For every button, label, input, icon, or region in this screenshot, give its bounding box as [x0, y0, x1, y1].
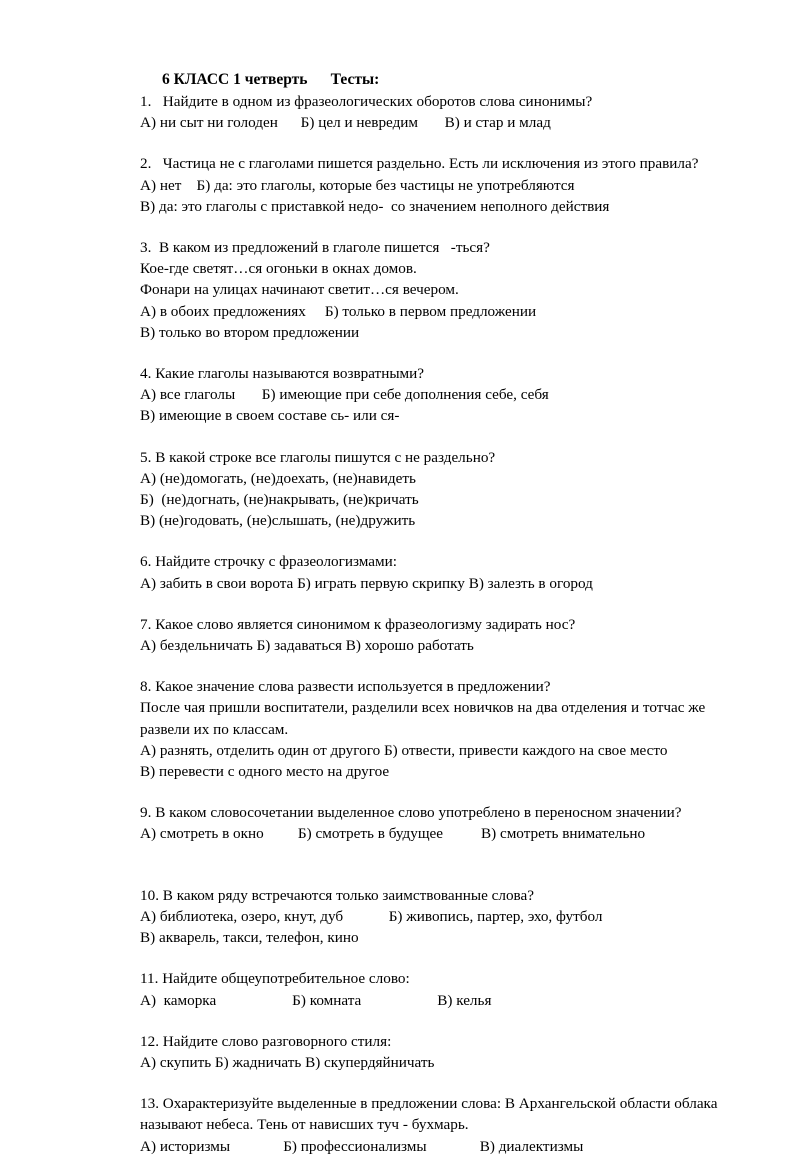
- question-block: [140, 1031, 750, 1073]
- question-block: [140, 968, 750, 1010]
- page-title: 6 КЛАСС 1 четверть Тесты:: [162, 71, 380, 88]
- question-stem: 2. Частица не с глаголами пишется раздельно. Есть ли исключения из этого правила?: [140, 155, 699, 173]
- question-block: [140, 153, 750, 217]
- question-line: А) историзмы Б) профессионализмы В) диалектизмы: [140, 1137, 584, 1155]
- question-line: А) библиотека, озеро, кнут, дуб Б) живопись, партер, эхо, футбол: [140, 907, 603, 925]
- question-block: [140, 885, 750, 949]
- question-block: [140, 91, 750, 133]
- question-line: Б) (не)догнать, (не)накрывать, (не)кричать: [140, 491, 419, 509]
- document-body: [140, 70, 750, 1157]
- question-stem: 10. В каком ряду встречаются только заимствованные слова?: [140, 886, 535, 904]
- paragraph-spacer: [140, 594, 750, 614]
- question-stem: 5. В какой строке все глаголы пишутся с не раздельно?: [140, 448, 496, 466]
- paragraph-spacer: [140, 1011, 750, 1031]
- question-list: [140, 91, 750, 1157]
- question-line: После чая пришли воспитатели, разделили всех новичков на два отделения и тотчас же развели их по классам.: [140, 699, 706, 738]
- question-stem: 4. Какие глаголы называются возвратными?: [140, 365, 424, 383]
- paragraph-spacer: [140, 948, 750, 968]
- question-line: А) (не)домогать, (не)доехать, (не)навидеть: [140, 469, 416, 487]
- question-stem: 11. Найдите общеупотребительное слово:: [140, 970, 410, 988]
- paragraph-spacer: [140, 782, 750, 802]
- question-line: А) ни сыт ни голоден Б) цел и невредим В) и стар и млад: [140, 114, 551, 132]
- question-line: В) акварель, такси, телефон, кино: [140, 929, 359, 947]
- question-line: А) каморка Б) комната В) келья: [140, 991, 492, 1009]
- question-stem: 7. Какое слово является синонимом к фразеологизму задирать нос?: [140, 615, 576, 633]
- question-block: [140, 447, 750, 532]
- question-line: А) бездельничать Б) задаваться В) хорошо работать: [140, 637, 474, 655]
- question-stem: 12. Найдите слово разговорного стиля:: [140, 1032, 392, 1050]
- question-line: А) забить в свои ворота Б) играть первую скрипку В) залезть в огород: [140, 574, 593, 592]
- question-block: [140, 802, 750, 844]
- question-line: А) все глаголы Б) имеющие при себе дополнения себе, себя: [140, 386, 549, 404]
- question-line: В) да: это глаголы с приставкой недо- со значением неполного действия: [140, 197, 610, 215]
- paragraph-spacer: [140, 845, 750, 885]
- question-block: [140, 363, 750, 427]
- paragraph-spacer: [140, 427, 750, 447]
- question-line: Фонари на улицах начинают светит…ся вечером.: [140, 281, 459, 299]
- question-block: [140, 1093, 750, 1157]
- question-block: [140, 551, 750, 593]
- paragraph-spacer: [140, 343, 750, 363]
- question-line: Кое-где светят…ся огоньки в окнах домов.: [140, 260, 417, 278]
- question-stem: 9. В каком словосочетании выделенное слово употреблено в переносном значении?: [140, 804, 682, 822]
- question-line: А) разнять, отделить один от другого Б) отвести, привести каждого на свое место: [140, 741, 668, 759]
- paragraph-spacer: [140, 1073, 750, 1093]
- question-line: В) имеющие в своем составе сь- или ся-: [140, 407, 400, 425]
- question-stem: 3. В каком из предложений в глаголе пишется -ться?: [140, 239, 490, 257]
- question-line: А) скупить Б) жадничать В) скупердяйничать: [140, 1053, 435, 1071]
- question-line: В) перевести с одного место на другое: [140, 763, 390, 781]
- question-stem: 6. Найдите строчку с фразеологизмами:: [140, 553, 397, 571]
- paragraph-spacer: [140, 656, 750, 676]
- question-line: А) смотреть в окно Б) смотреть в будущее В) смотреть внимательно: [140, 825, 646, 843]
- question-block: [140, 614, 750, 656]
- question-line: А) нет Б) да: это глаголы, которые без частицы не употребляются: [140, 176, 575, 194]
- question-line: В) только во втором предложении: [140, 323, 360, 341]
- question-stem: 8. Какое значение слова развести используется в предложении?: [140, 678, 551, 696]
- paragraph-spacer: [140, 217, 750, 237]
- paragraph-spacer: [140, 531, 750, 551]
- question-stem: 13. Охарактеризуйте выделенные в предложении слова: В Архангельской области облака называют небеса. Тень от нависших туч - бухмарь.: [140, 1095, 718, 1134]
- paragraph-spacer: [140, 133, 750, 153]
- question-stem: 1. Найдите в одном из фразеологических оборотов слова синонимы?: [140, 93, 593, 110]
- question-line: А) в обоих предложениях Б) только в первом предложении: [140, 302, 537, 320]
- question-block: [140, 676, 750, 782]
- question-line: В) (не)годовать, (не)слышать, (не)дружить: [140, 512, 416, 530]
- question-block: [140, 237, 750, 343]
